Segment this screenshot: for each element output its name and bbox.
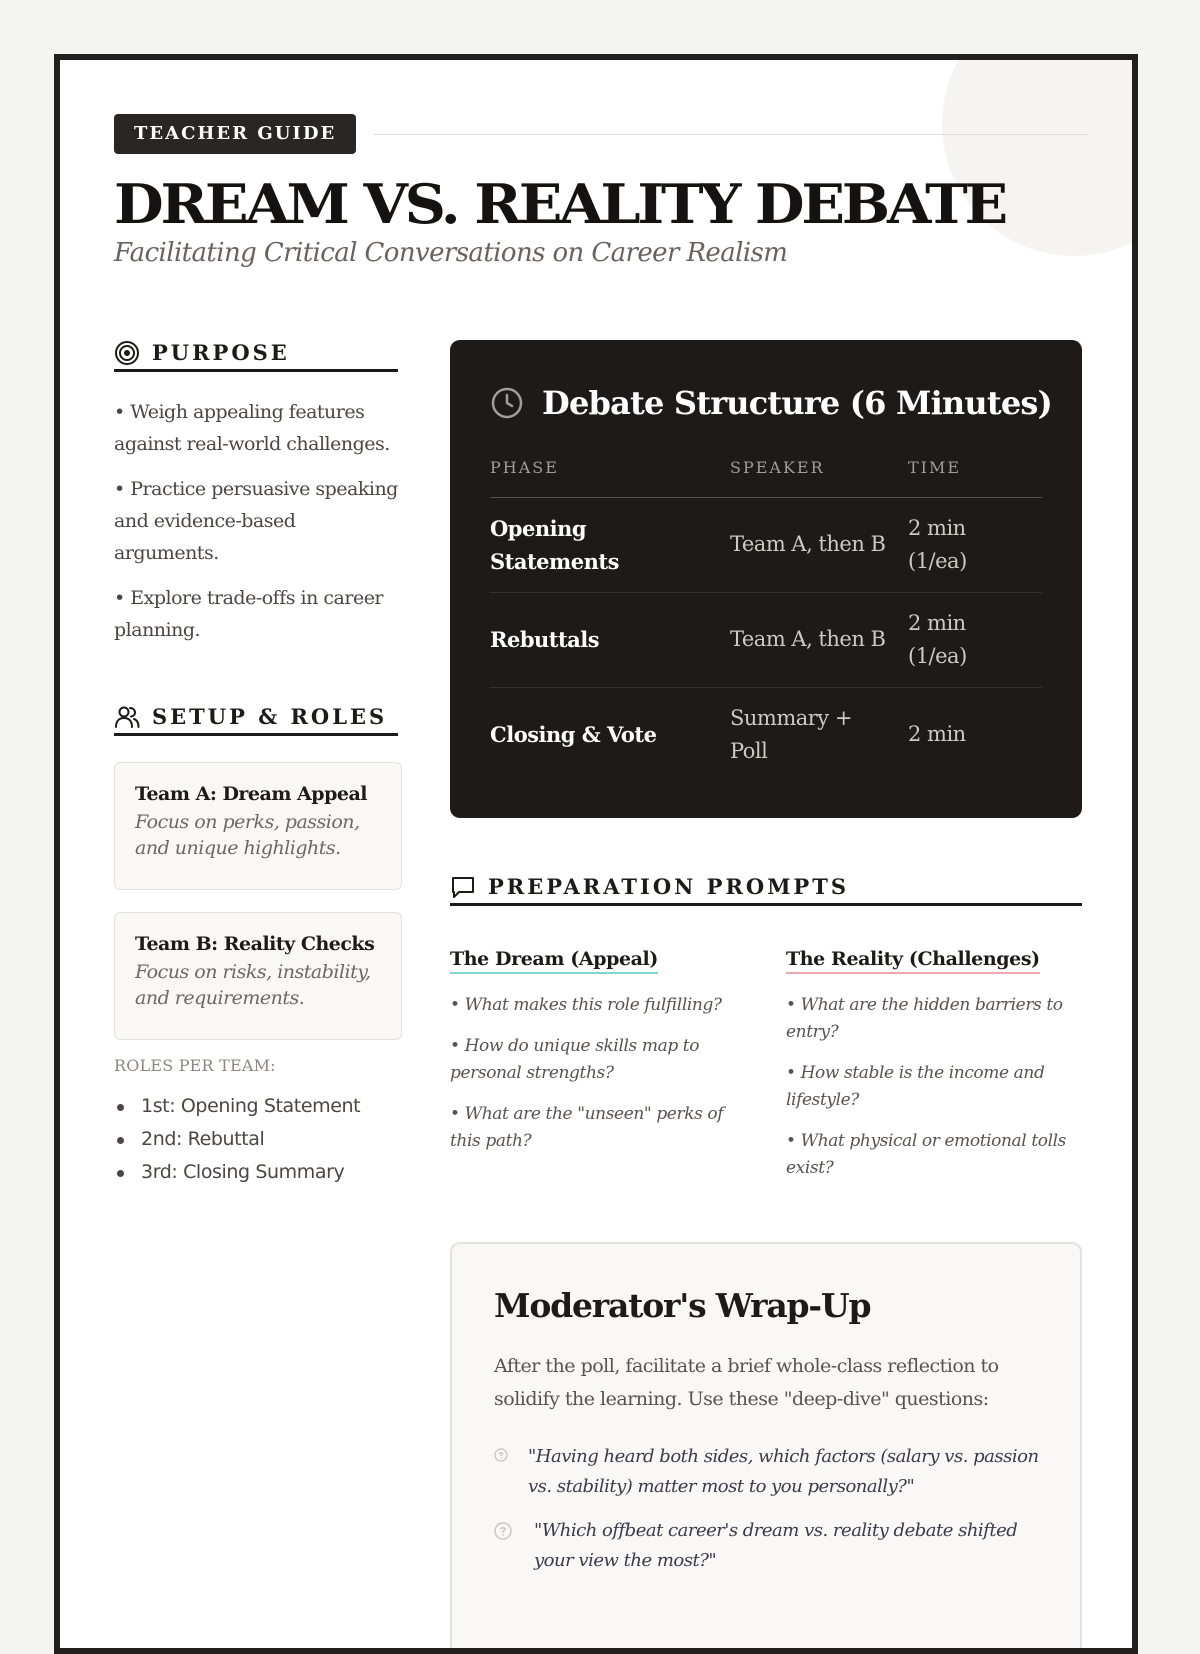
roles-label: ROLES PER TEAM: xyxy=(114,1056,276,1075)
clock-icon xyxy=(490,386,524,420)
column-header-time: TIME xyxy=(908,458,962,477)
setup-heading xyxy=(114,700,398,736)
moderator-wrapup-card xyxy=(450,1242,1082,1654)
table-cell-phase: Opening Statements xyxy=(490,516,619,574)
table-cell-phase: Rebuttals xyxy=(490,627,600,652)
purpose-heading-label: PURPOSE xyxy=(152,340,290,365)
prompt-item: • What are the "unseen" perks of this path? xyxy=(450,1104,724,1151)
debate-structure-heading xyxy=(490,384,1052,422)
team-description: Focus on perks, passion, and unique highlights. xyxy=(135,811,360,859)
table-cell-speaker: Team A, then B xyxy=(730,627,886,651)
table-cell-speaker: Team A, then B xyxy=(730,532,886,556)
team-name: Team B: Reality Checks xyxy=(135,933,375,955)
team-name: Team A: Dream Appeal xyxy=(135,783,367,805)
list-item: 1st: Opening Statement xyxy=(114,1090,360,1123)
prompt-item: • How stable is the income and lifestyle? xyxy=(786,1063,1045,1110)
table-cell-phase: Closing & Vote xyxy=(490,722,657,747)
prompt-item: • What makes this role fulfilling? xyxy=(450,995,722,1015)
question-circle-icon xyxy=(494,1448,508,1462)
reality-prompt-list xyxy=(786,992,1082,1196)
chat-bubble-icon xyxy=(450,874,476,900)
prep-heading xyxy=(450,870,1082,906)
purpose-item: • Weigh appealing features against real-world challenges. xyxy=(114,401,390,455)
wrapup-title: Moderator's Wrap-Up xyxy=(494,1286,871,1325)
dream-column-title: The Dream (Appeal) xyxy=(450,948,658,974)
wrapup-question-text: "Which offbeat career's dream vs. reality debate shifted your view the most?" xyxy=(534,1520,1018,1571)
debate-structure-card xyxy=(450,340,1082,818)
dream-prompt-list xyxy=(450,992,742,1169)
table-header-divider xyxy=(490,497,1042,498)
page-title: DREAM VS. REALITY DEBATE xyxy=(114,172,1005,236)
team-description: Focus on risks, instability, and requirements. xyxy=(135,961,371,1009)
purpose-list xyxy=(114,396,404,659)
header-divider xyxy=(374,134,1088,135)
question-circle-icon xyxy=(494,1522,512,1540)
list-item: 2nd: Rebuttal xyxy=(114,1123,360,1156)
setup-heading-label: SETUP & ROLES xyxy=(152,704,388,729)
column-header-phase: PHASE xyxy=(490,458,559,477)
table-cell-speaker: Summary + Poll xyxy=(730,706,852,763)
purpose-item: • Practice persuasive speaking and evidence-based arguments. xyxy=(114,478,398,564)
table-cell-time: 2 min xyxy=(908,722,966,746)
roles-list xyxy=(114,1090,360,1189)
users-icon xyxy=(114,704,140,730)
wrapup-intro: After the poll, facilitate a brief whole-class reflection to solidify the learning. Use these "deep-dive" questions: xyxy=(494,1355,999,1410)
guide-page xyxy=(54,54,1138,1654)
target-icon xyxy=(114,340,140,366)
table-row-divider xyxy=(490,687,1042,688)
wrapup-question xyxy=(494,1516,1042,1576)
column-header-speaker: SPEAKER xyxy=(730,458,825,477)
page-subtitle: Facilitating Critical Conversations on Career Realism xyxy=(114,238,788,268)
wrapup-question xyxy=(494,1442,1042,1502)
teacher-guide-badge: TEACHER GUIDE xyxy=(114,114,356,154)
table-cell-time: 2 min (1/ea) xyxy=(908,611,967,668)
prompt-item: • What physical or emotional tolls exist? xyxy=(786,1131,1066,1178)
purpose-heading xyxy=(114,336,398,372)
reality-column-title: The Reality (Challenges) xyxy=(786,948,1040,974)
prompt-item: • How do unique skills map to personal strengths? xyxy=(450,1036,700,1083)
team-b-card xyxy=(114,912,402,1040)
table-row-divider xyxy=(490,592,1042,593)
prompt-item: • What are the hidden barriers to entry? xyxy=(786,995,1063,1042)
purpose-item: • Explore trade-offs in career planning. xyxy=(114,587,384,641)
list-item: 3rd: Closing Summary xyxy=(114,1156,360,1189)
debate-structure-title: Debate Structure (6 Minutes) xyxy=(542,384,1052,422)
table-cell-time: 2 min (1/ea) xyxy=(908,516,967,573)
wrapup-question-text: "Having heard both sides, which factors (salary vs. passion vs. stability) matter most to you personally?" xyxy=(528,1446,1039,1497)
prep-heading-label: PREPARATION PROMPTS xyxy=(488,874,850,899)
team-a-card xyxy=(114,762,402,890)
